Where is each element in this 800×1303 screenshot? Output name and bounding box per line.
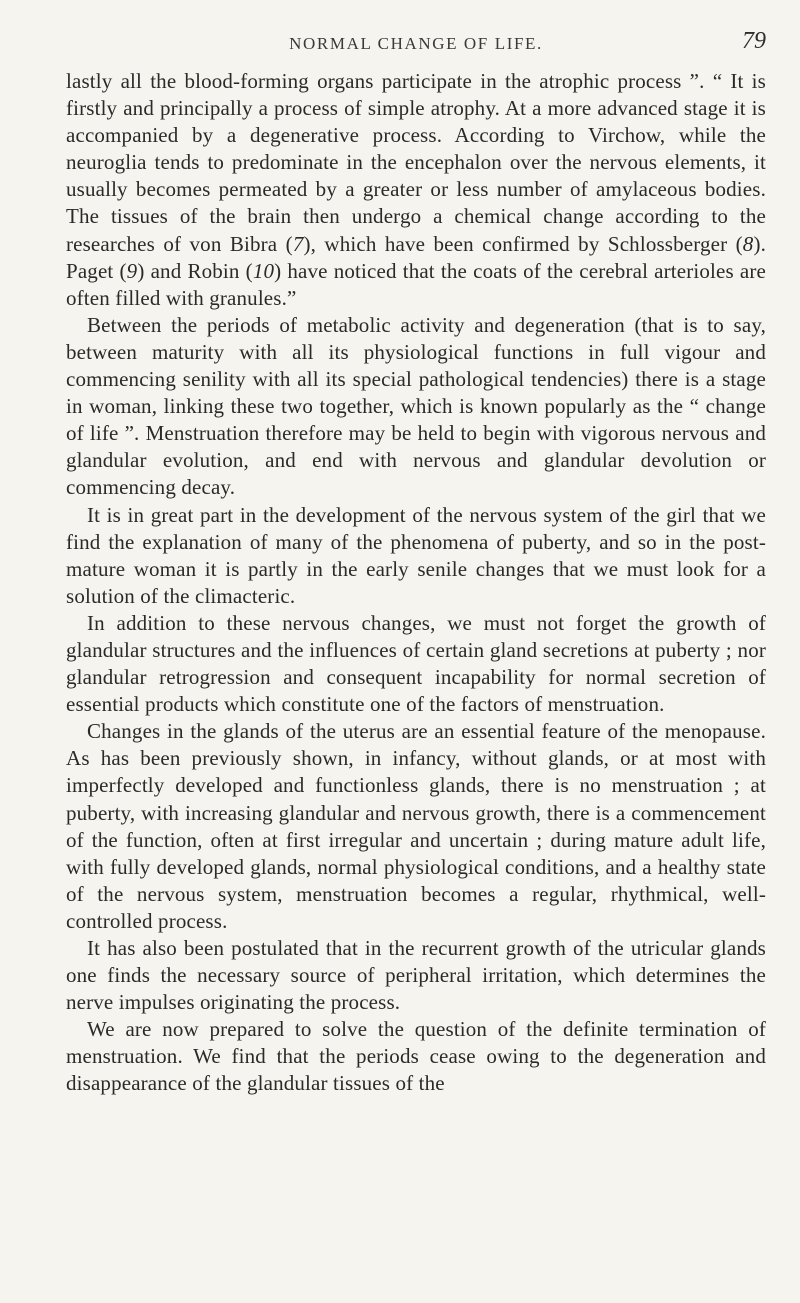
reference-number: 7 — [292, 231, 304, 256]
page-number: 79 — [742, 28, 766, 54]
paragraph-text: lastly all the blood-forming organs participate in the atrophic process ”. “ It is firstly and principally a process of simple atrophy. At a more advanced stage it is accompanied by a degenerative process. According to Virchow, while the neuroglia tends to predominate in the encephalon over the nervous elements, it usually becomes permeated by a greater or less number of amylaceous bodies. The tissues of the brain then undergo a chemical change according to the researches of von Bibra ( — [66, 69, 766, 256]
paragraph-text: ) and Robin ( — [137, 258, 253, 283]
reference-number: 8 — [742, 231, 754, 256]
paragraph-text: ) have noticed that the coats of the cerebral arterioles are often filled with granules.” — [66, 258, 766, 310]
paragraph: Changes in the glands of the uterus are an essential feature of the menopause. As has been previously shown, in infancy, without glands, or at most with imperfectly developed and functionless glands, there is no menstruation ; at puberty, with increasing glandular and nervous growth, there is a commencement of the function, often at first irregular and uncertain ; during mature adult life, with fully developed glands, normal physiological conditions, and a healthy state of the nervous system, menstruation becomes a regular, rhythmical, well-controlled process. — [66, 719, 766, 933]
paragraph: In addition to these nervous changes, we must not forget the growth of glandular structures and the influences of certain gland secretions at puberty ; nor glandular retrogression and consequent incapability for normal secretion of essential products which constitute one of the factors of menstruation. — [66, 610, 766, 717]
paragraph: We are now prepared to solve the question of the definite termination of menstruation. We find that the periods cease owing to the degeneration and disappearance of the glandular tissues of the — [66, 1017, 766, 1096]
paragraph-continued — [66, 68, 766, 312]
paragraph-text: ). Paget ( — [66, 231, 766, 283]
reference-number: 10 — [252, 258, 275, 283]
paragraph-text: ), which have been confirmed by Schlossberger ( — [303, 231, 743, 256]
reference-number: 9 — [126, 258, 138, 283]
running-title: NORMAL CHANGE OF LIFE. — [289, 34, 543, 53]
paragraph: Between the periods of metabolic activity and degeneration (that is to say, between maturity with all its physiological functions in full vigour and commencing senility with all its special pathological tendencies) there is a stage in woman, linking these two together, which is known popularly as the “ change of life ”. Menstruation therefore may be held to begin with vigorous nervous and glandular evolution, and end with nervous and glandular devolution or commencing decay. — [66, 312, 766, 500]
running-head — [66, 28, 766, 64]
paragraph: It is in great part in the development of the nervous system of the girl that we find the explanation of many of the phenomena of puberty, and so in the post-mature woman it is partly in the early senile changes that we must look for a solution of the climacteric. — [66, 502, 766, 608]
paragraph: It has also been postulated that in the recurrent growth of the utricular glands one finds the necessary source of peripheral irritation, which determines the nerve impulses originating the process. — [66, 936, 766, 1015]
body-text — [66, 68, 766, 1098]
